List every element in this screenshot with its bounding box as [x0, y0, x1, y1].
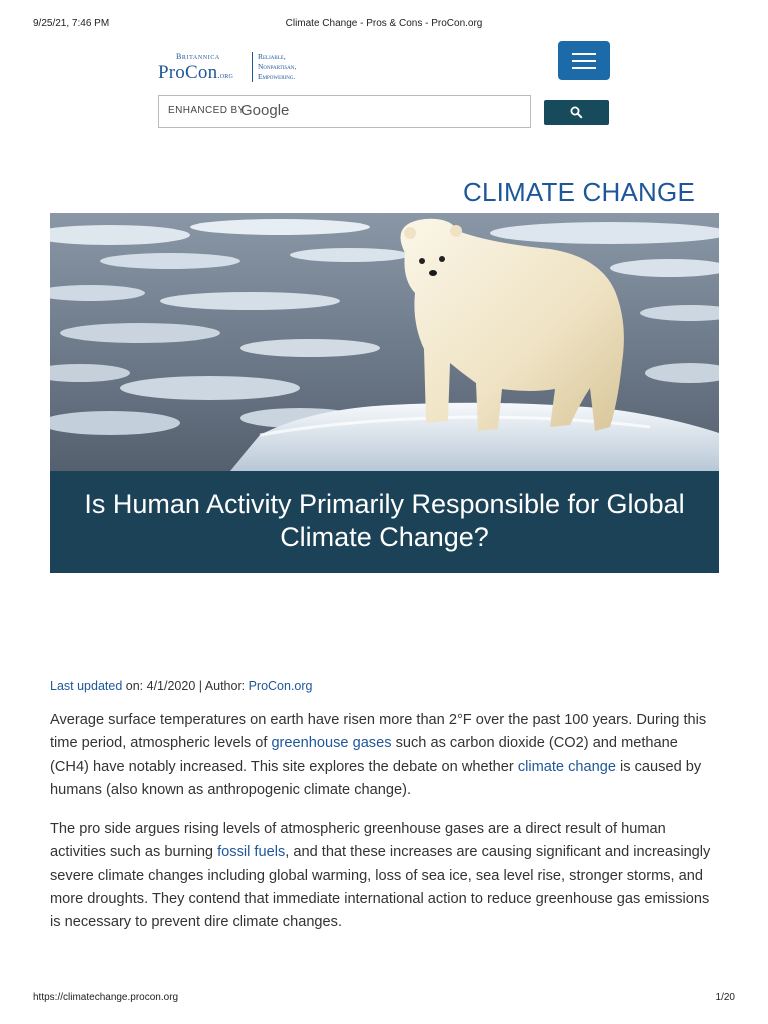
meta-date-author: on: 4/1/2020 | Author: [122, 679, 249, 693]
hamburger-menu-button[interactable] [558, 41, 610, 80]
headline-banner [50, 471, 719, 573]
climate-change-link[interactable]: climate change [517, 758, 616, 775]
article-meta [50, 679, 313, 693]
search-icon [570, 106, 583, 119]
hero-image-polar-bear [50, 213, 719, 471]
section-title: CLIMATE CHANGE [462, 177, 695, 207]
pro-side-paragraph: The pro side argues rising levels of atmospheric greenhouse gases are a direct result of human activities such as burning fossil fuels, and that these increases are causing significant and increasingly severe climate changes including global warming, loss of sea ice, sea level rise, stronger storms, and more droughts. They contend that immediate international action to reduce greenhouse gas emissions is necessary to prevent dire climate changes. [50, 821, 711, 931]
print-doc-title: Climate Change - Pros & Cons - ProCon.org [285, 18, 483, 29]
search-input[interactable] [158, 95, 531, 128]
logo-divider [252, 52, 253, 82]
search-enhanced-by: ENHANCED BY [168, 105, 245, 116]
greenhouse-gases-link[interactable]: greenhouse gases [271, 735, 392, 752]
article-headline: Is Human Activity Primarily Responsible for Global Climate Change? [84, 489, 685, 552]
intro-paragraph: Average surface temperatures on earth have risen more than 2°F over the past 100 years. During this time period, atmospheric levels of greenhouse gases such as carbon dioxide (CO2) and methane (CH4) have notably increased. This site explores the debate on whether climate change is caused by humans (also known as anthropogenic climate change). [50, 712, 707, 798]
google-logo: Google [241, 102, 290, 119]
procon-logo[interactable] [158, 50, 318, 86]
author-link[interactable]: ProCon.org [248, 679, 313, 693]
last-updated-link[interactable]: Last updated [50, 679, 123, 693]
logo-britannica: Britannica [176, 52, 220, 61]
search-button[interactable] [544, 100, 609, 125]
print-header [0, 18, 768, 32]
print-url: https://climatechange.procon.org [33, 992, 179, 1003]
logo-tagline: Reliable, Nonpartisan, Empowering. [258, 52, 297, 81]
fossil-fuels-link[interactable]: fossil fuels [217, 844, 286, 861]
print-datetime: 9/25/21, 7:46 PM [33, 18, 110, 29]
polar-bear-on-ice-illustration [50, 213, 719, 471]
hamburger-menu-icon [572, 53, 596, 55]
print-page-number: 1/20 [715, 992, 735, 1003]
logo-procon: ProCon.org [158, 62, 233, 83]
